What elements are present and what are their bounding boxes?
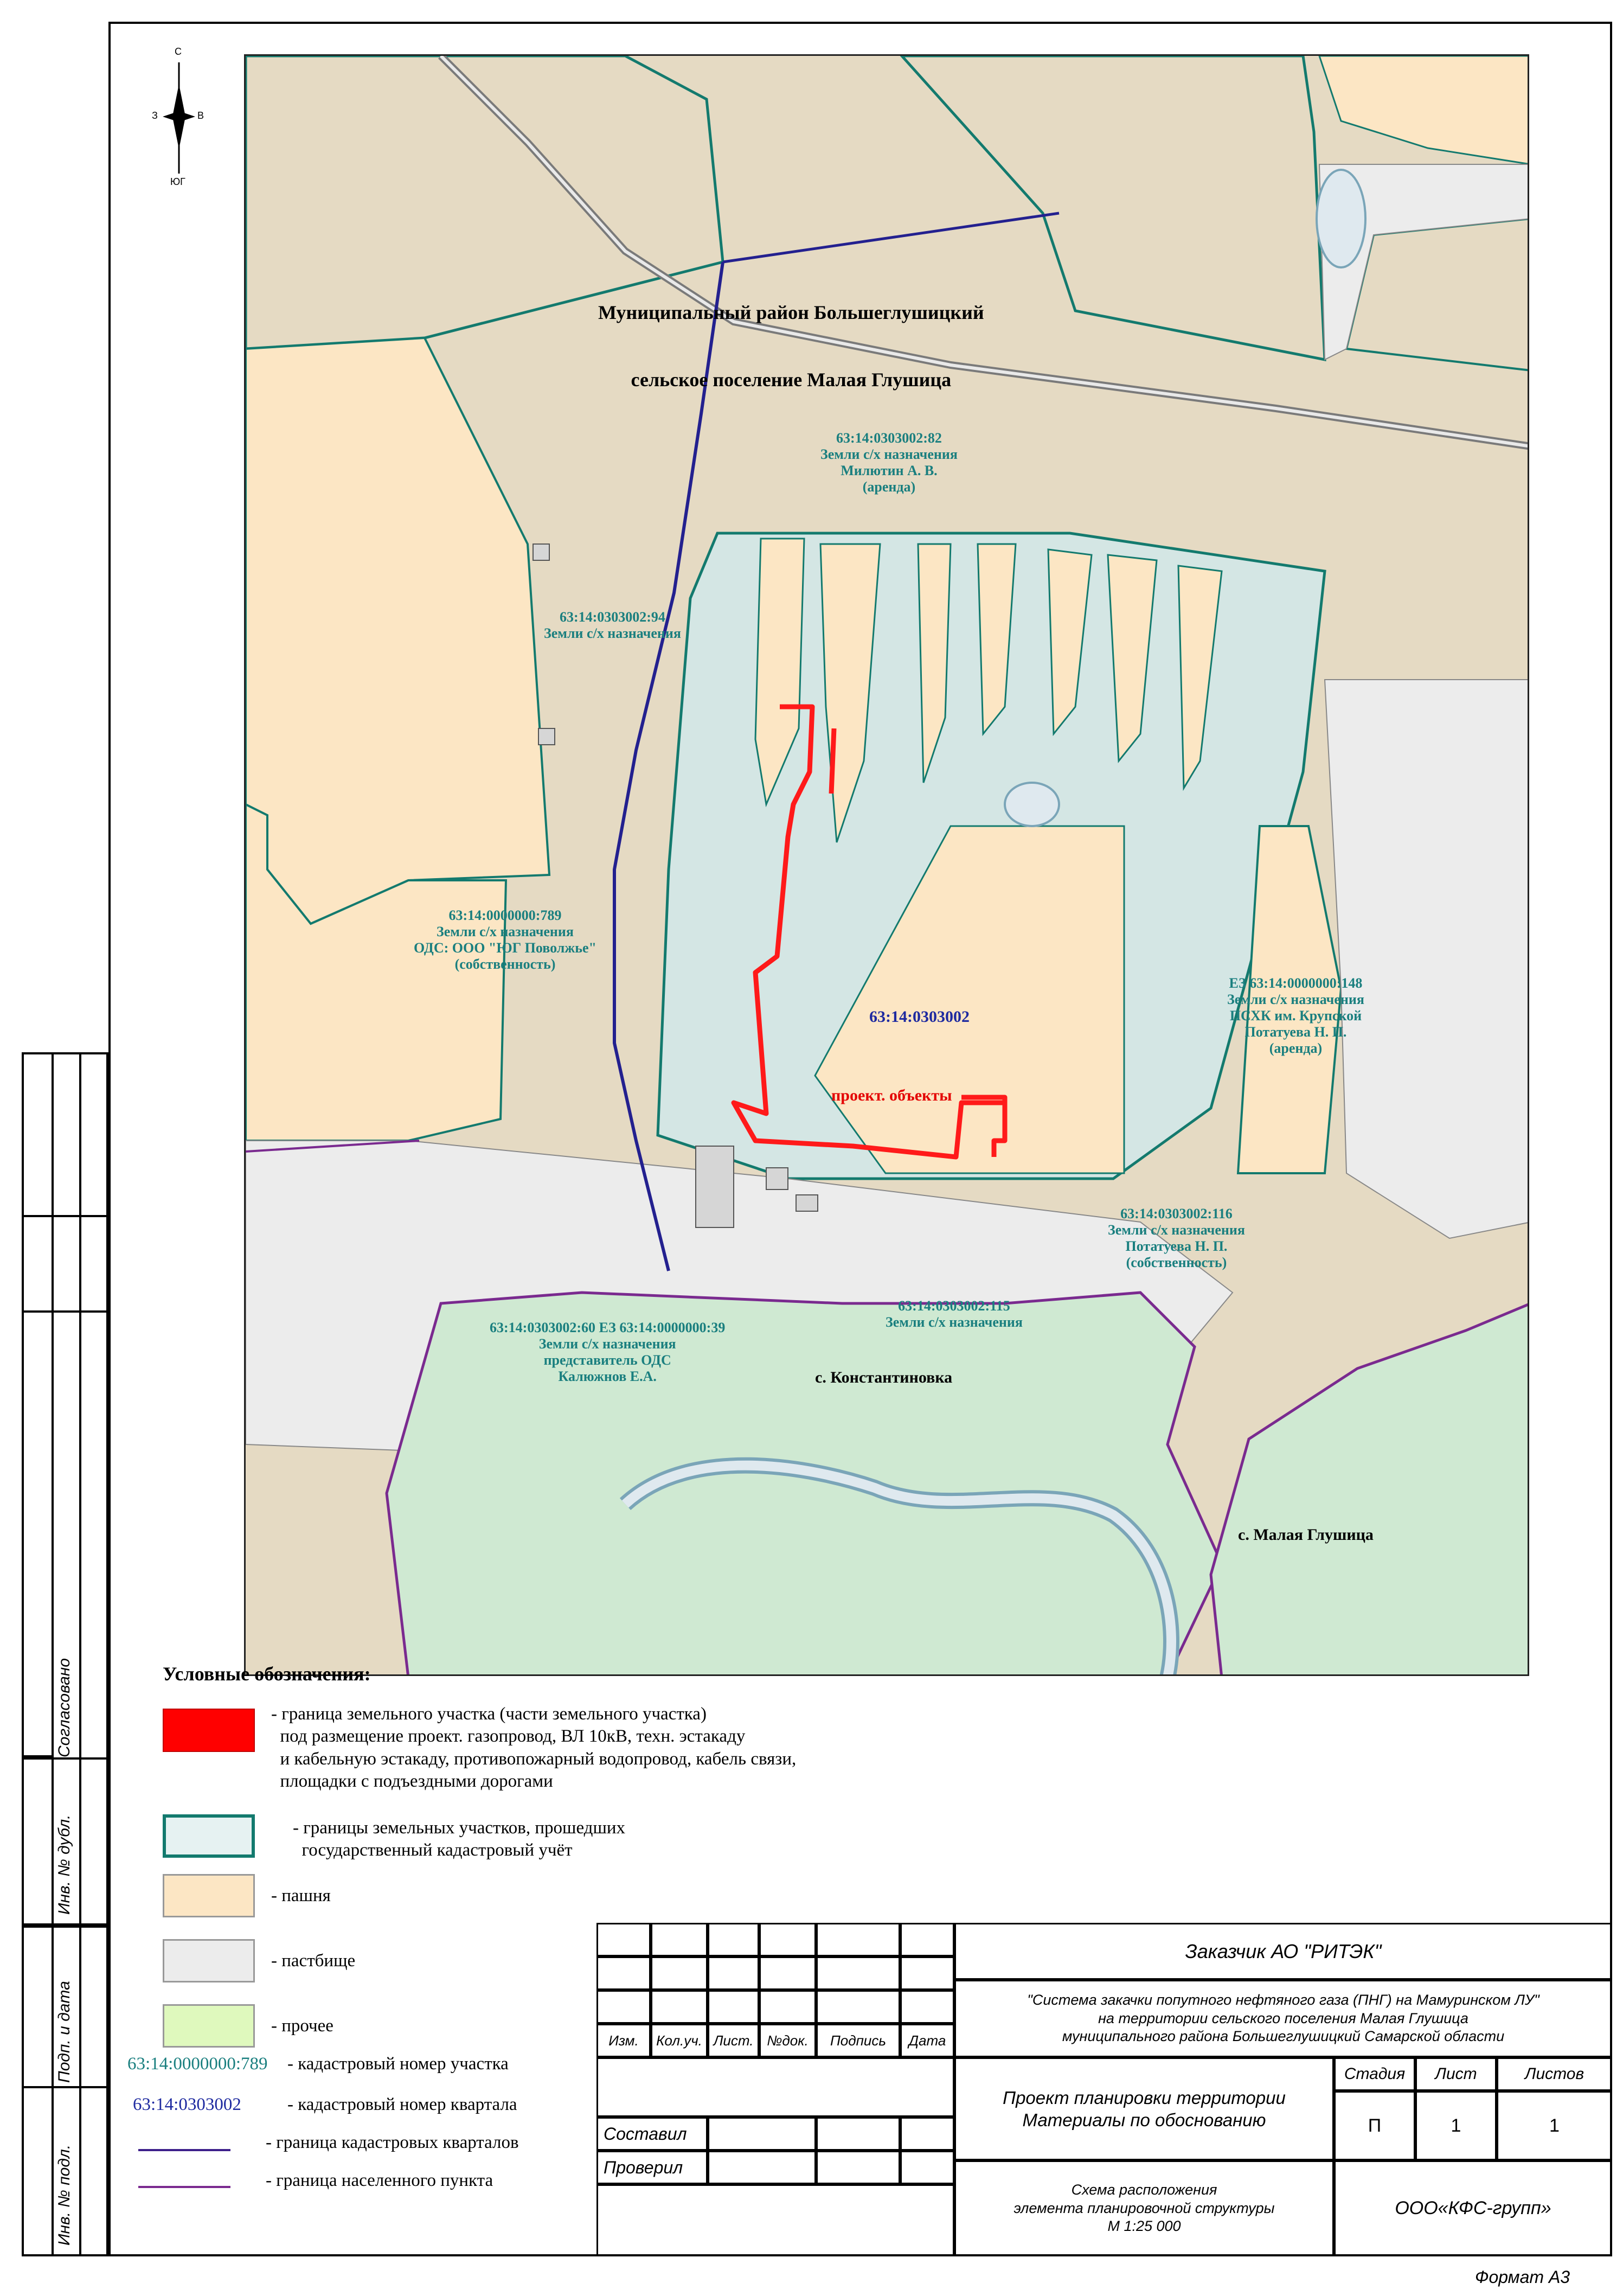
stamp-doc-title: Проект планировки территории Материалы по обоснованию	[954, 2057, 1334, 2160]
legend-text-quarter-number: - кадастровый номер квартала	[287, 2095, 517, 2114]
stamp-sheet: 1	[1415, 2091, 1497, 2160]
label-plot-116: 63:14:0303002:116 Земли с/х назначения Потатуева Н. П. (собственность)	[1108, 1206, 1245, 1270]
compiled-label: Составил	[596, 2117, 708, 2151]
side-inv-podl: Инв. № подл.	[55, 2144, 73, 2246]
compass-rose	[152, 46, 206, 187]
stamp-stage-label: Стадия	[1334, 2057, 1415, 2091]
checked-label: Проверил	[596, 2151, 708, 2184]
legend-text-settlement-boundary: - граница населенного пункта	[266, 2171, 493, 2190]
stamp-sheets: 1	[1497, 2091, 1612, 2160]
hdr-izm: Изм.	[596, 2024, 651, 2057]
side-stamp	[22, 1052, 108, 2256]
legend-text-plot-number: - кадастровый номер участка	[287, 2054, 509, 2074]
stamp-company: ООО«КФС-групп»	[1334, 2160, 1612, 2256]
stamp-stage: П	[1334, 2091, 1415, 2160]
legend-sample-plot-number: 63:14:0000000:789	[127, 2054, 268, 2074]
legend-text-registered-plots: - границы земельных участков, прошедших государственный кадастровый учёт	[293, 1818, 626, 1860]
label-project-objects: проект. объекты	[831, 1086, 952, 1104]
legend-swatch-arable	[163, 1874, 255, 1917]
label-village-malaya-glushitsa: с. Малая Глушица	[1238, 1526, 1374, 1544]
label-plot-82: 63:14:0303002:82 Земли с/х назначения Милютин А. В. (аренда)	[820, 430, 958, 495]
label-quarter: 63:14:0303002	[869, 1008, 970, 1026]
label-plot-115: 63:14:0303002:115 Земли с/х назначения	[886, 1298, 1023, 1330]
compass-north: С	[175, 46, 182, 57]
stamp-customer: Заказчик АО "РИТЭК"	[954, 1923, 1612, 1980]
legend-line-settlement-boundary	[138, 2186, 230, 2188]
side-agreed: Согласовано	[55, 1658, 73, 1757]
compass-east: В	[197, 110, 204, 121]
side-inv-dubl: Инв. № дубл.	[55, 1814, 73, 1915]
legend-text-other: - прочее	[271, 2016, 333, 2036]
label-plot-789: 63:14:0000000:789 Земли с/х назначения ОДС: ООО "ЮГ Поволжье" (собственность)	[414, 907, 596, 972]
legend-swatch-other	[163, 2004, 255, 2048]
label-plot-148: ЕЗ 63:14:0000000:148 Земли с/х назначения ПСХК им. Крупской Потатуева Н. П. (аренда)	[1227, 975, 1364, 1056]
legend-text-project-boundary: - граница земельного участка (части земельного участка) под размещение проект. газопровод, ВЛ 10кВ, техн. эстакаду и кабельную эстакаду, противопожарный водопровод, кабель связи, площадки с подъездными дорогами	[271, 1704, 797, 1791]
hdr-podpis: Подпись	[816, 2024, 900, 2057]
compass-south: ЮГ	[170, 176, 185, 187]
legend-swatch-pasture	[163, 1939, 255, 1982]
legend-text-arable: - пашня	[271, 1886, 331, 1905]
legend-swatch-registered-plots	[163, 1814, 255, 1858]
stamp-sheet-label: Лист	[1415, 2057, 1497, 2091]
map-area	[244, 54, 1529, 1676]
legend-text-pasture: - пастбище	[271, 1951, 356, 1971]
hdr-list: Лист.	[708, 2024, 759, 2057]
legend-sample-quarter-number: 63:14:0303002	[133, 2095, 241, 2114]
hdr-kol-uch: Кол.уч.	[651, 2024, 708, 2057]
label-village-konstantinovka: с. Константиновка	[815, 1368, 953, 1386]
label-plot-60-39: 63:14:0303002:60 ЕЗ 63:14:0000000:39 Земли с/х назначения представитель ОДС Калюжнов Е.А.	[490, 1320, 726, 1384]
side-sign-date: Подп. и дата	[55, 1981, 73, 2083]
title-block	[596, 1923, 1612, 2256]
legend-title: Условные обозначения:	[163, 1663, 371, 1685]
hdr-ndok: №док.	[759, 2024, 816, 2057]
legend-line-quarter-boundary	[138, 2149, 230, 2151]
label-plot-94: 63:14:0303002:94 Земли с/х назначения	[544, 609, 681, 641]
stamp-sheets-label: Листов	[1497, 2057, 1612, 2091]
legend-text-quarter-boundary: - граница кадастровых кварталов	[266, 2133, 519, 2152]
legend-swatch-project-boundary	[163, 1709, 255, 1752]
compass-west: З	[152, 110, 158, 121]
sheet-format: Формат А3	[1475, 2267, 1570, 2287]
map-title-line1: Муниципальный район Большеглушицкий	[598, 301, 984, 323]
map-title-line2: сельское поселение Малая Глушица	[631, 368, 952, 391]
map-title	[598, 257, 984, 436]
stamp-project-name: "Система закачки попутного нефтяного газа (ПНГ) на Мамуринском ЛУ" на территории сельского поселения Малая Глушица муниципального района Большеглушицкий Самарской области	[954, 1980, 1612, 2057]
hdr-data: Дата	[900, 2024, 954, 2057]
stamp-scheme: Схема расположения элемента планировочной структуры М 1:25 000	[954, 2160, 1334, 2256]
